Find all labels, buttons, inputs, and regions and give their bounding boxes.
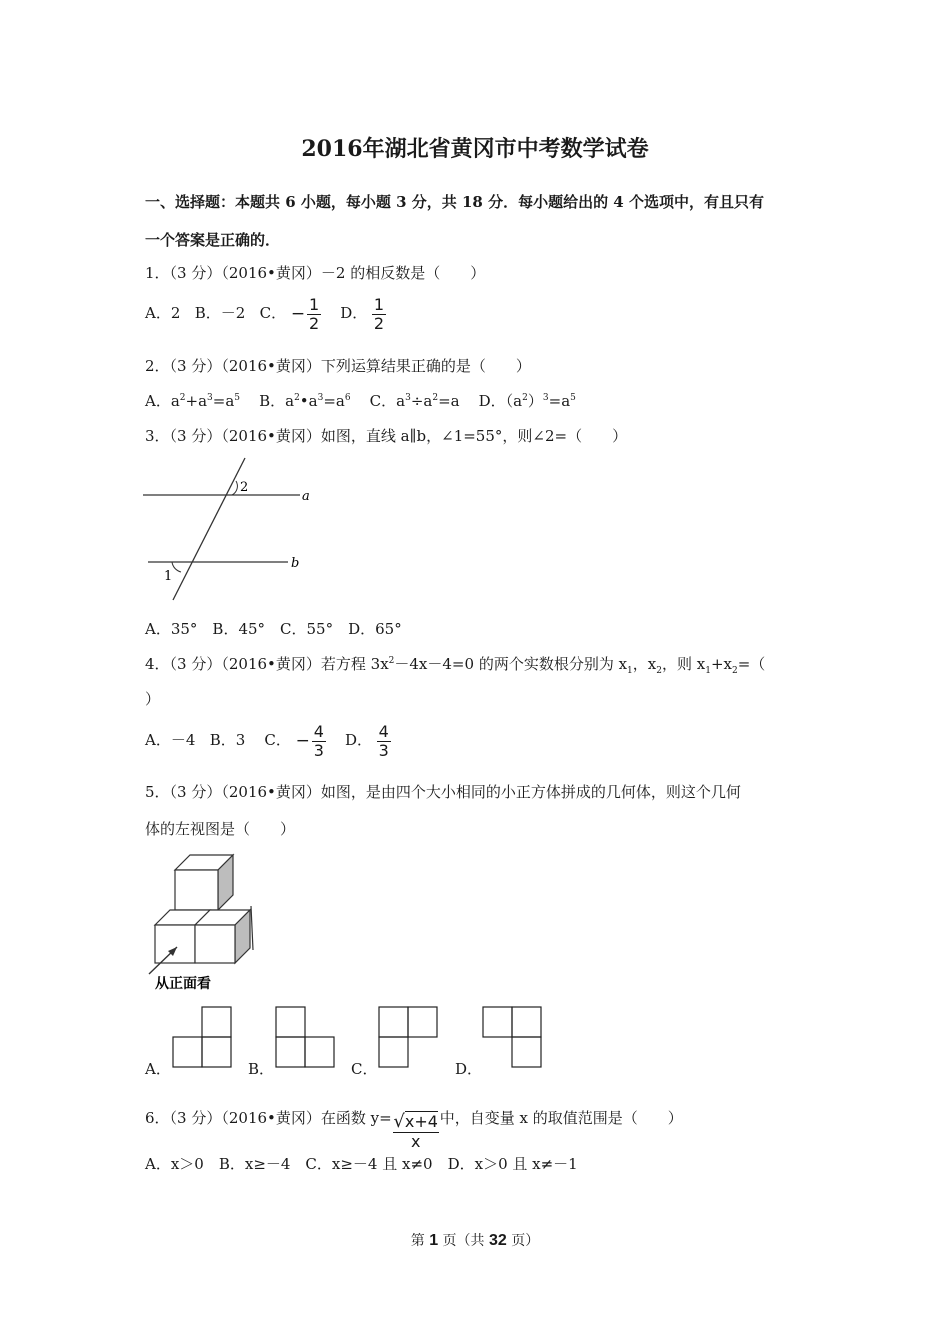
q1-option-c-fraction (307, 296, 321, 332)
q6-options: A．x＞0 B．x≥－4 C．x≥－4 且 x≠0 D．x＞0 且 x≠－1 (145, 1155, 578, 1173)
q5-option-b-figure (275, 1006, 335, 1068)
q2-option-c: C．$a^3\div a^2=a$ (369, 392, 460, 410)
q4-d-denominator: 3 (378, 740, 389, 760)
q4-option-a: A．－4 (145, 731, 196, 750)
label-angle-1: 1 (164, 569, 173, 584)
q3-options: A．35° B．45° C．55° D．65° (145, 620, 402, 638)
q5-cube-figure (143, 850, 263, 995)
angle-1-arc (172, 562, 181, 572)
q4-option-b: B．3 (209, 731, 246, 750)
q6-fraction (393, 1112, 439, 1150)
label-a: a (302, 489, 310, 504)
q6-stem: 6．（3 分）（2016•黄冈）在函数 y= $\frac{√x+4}{x}$ 中，自变量 x 的取值范围是（ ） (145, 1109, 683, 1151)
q4-option-c-minus: − (295, 731, 310, 752)
q4-stem-line1: 4．（3 分）（2016•黄冈）若方程 $3x^2-4x-4=0$ 的两个实数根分别为 $x_1$，$x_2$，则 $x_1+x_2=$（ (145, 655, 766, 676)
q1-option-d-fraction (372, 296, 386, 332)
q5-option-c-label: C． (351, 1060, 378, 1078)
q5-option-d-label: D． (455, 1060, 483, 1078)
q1-stem: 1．（3 分）（2016•黄冈）－2 的相反数是（ ） (145, 264, 486, 282)
q5-option-d-figure (482, 1006, 542, 1068)
q4-c-denominator: 3 (313, 740, 324, 760)
page-footer: 第 1 页（共 32 页） (410, 1232, 540, 1249)
q2-option-b: B．$a^2•a^3=a^6$ (259, 392, 351, 410)
q4-option-d-label: D． (344, 731, 372, 750)
q4-option-c-fraction (312, 723, 326, 759)
q4-option-d-fraction (377, 723, 391, 759)
q5-stem-line2: 体的左视图是（ ） (145, 820, 296, 838)
q4-c-numerator: 4 (313, 722, 324, 741)
q1-option-a: A．2 (145, 304, 181, 323)
q4-d-numerator: 4 (378, 722, 389, 741)
q5-option-b-label: B． (248, 1060, 275, 1078)
label-angle-2: 2 (240, 480, 249, 495)
q5-option-a-figure (172, 1006, 232, 1068)
q5-option-a-label: A． (145, 1060, 171, 1078)
q4-stem-line2: ） (145, 690, 161, 708)
q4-option-c-label: C． (264, 731, 291, 750)
q1-c-numerator: 1 (309, 295, 320, 314)
q6-radicand: x+4 (404, 1112, 438, 1131)
q6-numerator: √x+4 (393, 1111, 438, 1132)
q6-denominator: x (410, 1131, 421, 1151)
q3-parallel-lines-figure (140, 455, 320, 605)
q2-stem: 2．（3 分）（2016•黄冈）下列运算结果正确的是（ ） (145, 357, 531, 375)
page-total: 32 (489, 1232, 507, 1249)
q1-d-numerator: 1 (373, 295, 385, 314)
q2-option-a: A．$a^2+a^3=a^5$ (145, 392, 241, 410)
q5-stem-line1: 5．（3 分）（2016•黄冈）如图，是由四个大小相同的小正方体拼成的几何体，则这个几何 (145, 783, 741, 801)
q1-d-denominator: 2 (373, 313, 385, 333)
section-heading-line1: 一、选择题：本题共 6 小题，每小题 3 分，共 18 分．每小题给出的 4 个选项中，有且只有 (145, 193, 764, 211)
q4-options (145, 723, 391, 759)
label-b: b (291, 556, 300, 571)
section-heading-line2: 一个答案是正确的． (145, 231, 281, 249)
q1-option-c-minus: − (290, 304, 306, 325)
transversal-line (173, 458, 245, 600)
q1-option-d-label: D． (340, 304, 368, 323)
q1-options (145, 296, 386, 332)
q1-option-b: B．－2 (194, 304, 246, 323)
q1-option-c-label: C． (259, 304, 287, 323)
page-title: 2016年湖北省黄冈市中考数学试卷 (301, 136, 649, 162)
q3-stem: 3．（3 分）（2016•黄冈）如图，直线 a∥b，∠1=55°，则∠2=（ ） (145, 427, 628, 445)
q2-option-d: D．$(a^2)^3=a^5$ (478, 392, 576, 410)
q5-option-c-figure (378, 1006, 438, 1068)
q1-c-denominator: 2 (309, 313, 320, 333)
q2-options (145, 390, 576, 411)
view-caption: 从正面看 (155, 976, 211, 992)
page-number: 1 (429, 1232, 439, 1249)
